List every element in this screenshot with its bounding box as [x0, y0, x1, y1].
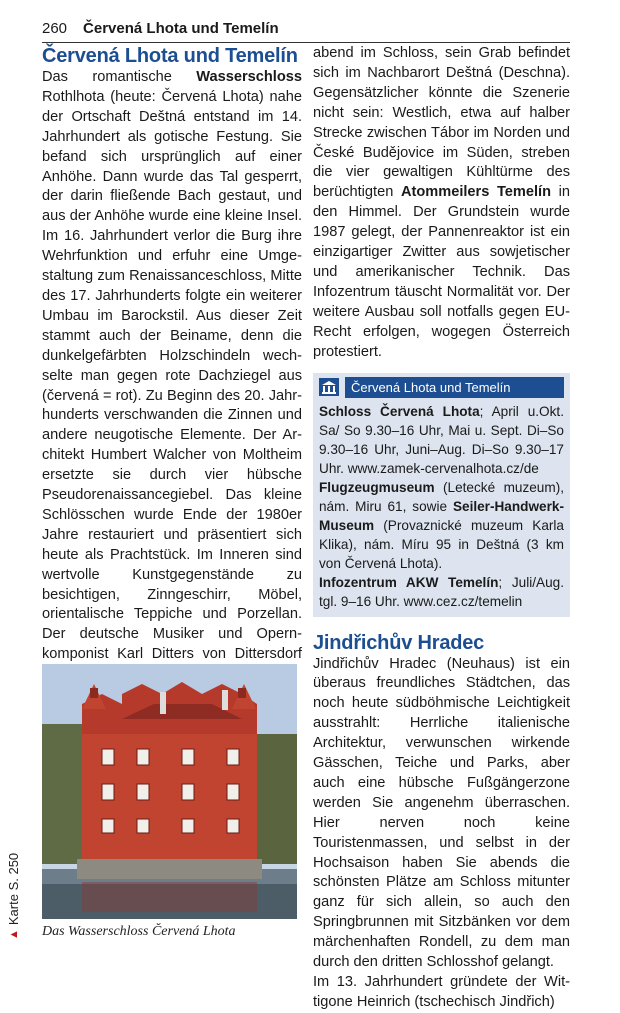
museum-icon — [319, 378, 339, 396]
continued-body: abend im Schloss, sein Grab befindet sich im Nachbarort Deštná (Deschna). Gegensätzlicher könnte die Szenerie nicht sein: Westlich, etwa auf halber Strecke zwischen Tábor im Norden und České Budějovice im Süden, streben die vier gewaltigen Kühltürme des berüchtigten Atommeilers Temelín in den Himmel. Der Grundstein wurde 1987 gelegt, der Pannenreaktor ist ein einzigartiger Zwitter aus sowjetischer und amerikanischer Technik. Das Infozentrum täuscht Normalität vor. Der weitere Ausbau soll notfalls gegen EU-Recht erfolgen, wogegen Österreich protestiert. — [313, 45, 570, 360]
section-heading: Červená Lhota und Temelín — [42, 45, 298, 67]
section-heading-2: Jindřichův Hradec — [313, 631, 485, 654]
map-reference: ▲ Karte S. 250 — [6, 852, 21, 940]
page-header — [42, 14, 570, 43]
bold-term: Atommeilers Temelín — [400, 184, 552, 201]
info-box-header — [319, 377, 564, 398]
info-entry-museums: Flugzeugmuseum (Letecké muzeum), nám. Miru 61, sowie Seiler-Handwerk-Museum (Provaznické muzeum Karla Klika), nám. Míru 95 in Deštná (3 km von Červená Lhota). — [319, 479, 564, 571]
castle-photo — [42, 664, 297, 919]
info-box-title: Červená Lhota und Temelín — [345, 377, 564, 398]
info-entry-castle: Schloss Červená Lhota; April u.Okt. Sa/ So 9.30–16 Uhr, Mai u. Sept. Di–So 9.30–16 Uhr, Juni–Aug. Di–So 9.30–17 Uhr. www.zamek-cervenalhota.cz/de — [319, 403, 564, 476]
bold-term: Wasserschloss — [196, 69, 302, 85]
section-body-2-cont: Im 13. Jahrhundert gründete der Wittigone Heinrich (tschechisch Jindřich) — [313, 974, 570, 1010]
info-box — [313, 373, 570, 617]
info-entry-temelin: Infozentrum AKW Temelín; Juli/Aug. tgl. 9–16 Uhr. www.cez.cz/temelin — [319, 574, 564, 609]
right-column — [313, 44, 570, 1013]
section-body: Das romantische Wasserschloss Rothlhota (heute: Červená Lhota) nahe der Ortschaft Deštná entstand im 14. Jahrhundert als gotische Festung. Sie befand sich ursprünglich auf einer Anhöhe. Dann wurde das Tal gesperrt, der darin fließende Bach gestaut, und aus der Anhöhe wurde eine kleine Insel. Im 16. Jahrhundert verlor die Burg ihre Wehrfunktion und erfuhr eine Umgestaltung zum Renaissanceschloss, Mitte des 17. Jahrhunderts folgte ein weiterer Umbau im Barockstil. Aus dieser Zeit stammt auch der Beiname, denn die dunkelgefärbten Holzschindeln wechselte man gegen rote Dachziegel aus (červená = rot). Zu Beginn des 20. Jahrhunderts verschwanden die Zinnen und andere neugotische Elemente. Der Architekt Humbert Walcher von Moltheim ersetzte sie durch vier hübsche Pseudorenaissancegiebel. Das kleine Schlösschen wurde Ende der 1980er Jahre restauriert und präsentiert sich heute als Prachtstück. Im Inneren sind wertvolle Kunstgegenstände zu besichtigen, Zinngeschirr, Möbel, orientalische Teppiche und Porzellan. Der deutsche Musiker und Opernkomponist Karl Ditters von Dittersdorf — [42, 69, 302, 663]
running-title: Červená Lhota und Temelín — [83, 19, 279, 37]
left-column — [42, 44, 302, 685]
section-body-2: Jindřichův Hradec (Neuhaus) ist ein überaus freundliches Städtchen, das noch heute südböhmische Leichtigkeit ausstrahlt: Herrliche italienische Architektur, verwunschen wirkende Gässchen, Teiche und Parks, aber auch eine hübsche Fußgängerzone werden Sie angenehm überraschen. Hier nerven noch keine Touristenmassen, und selbst in der Hochsaison haben Sie abends die schönsten Plätze am Schloss mitunter ganz für sich allein, so auch den Springbrunnen mit Sitzbänken vor dem märchenhaften Rondell, zu dem man durch den dritten Schlosshof gelangt. — [313, 655, 570, 971]
triangle-icon: ▲ — [7, 929, 20, 940]
page-number: 260 — [42, 19, 68, 37]
photo-caption: Das Wasserschloss Červená Lhota — [42, 924, 236, 939]
